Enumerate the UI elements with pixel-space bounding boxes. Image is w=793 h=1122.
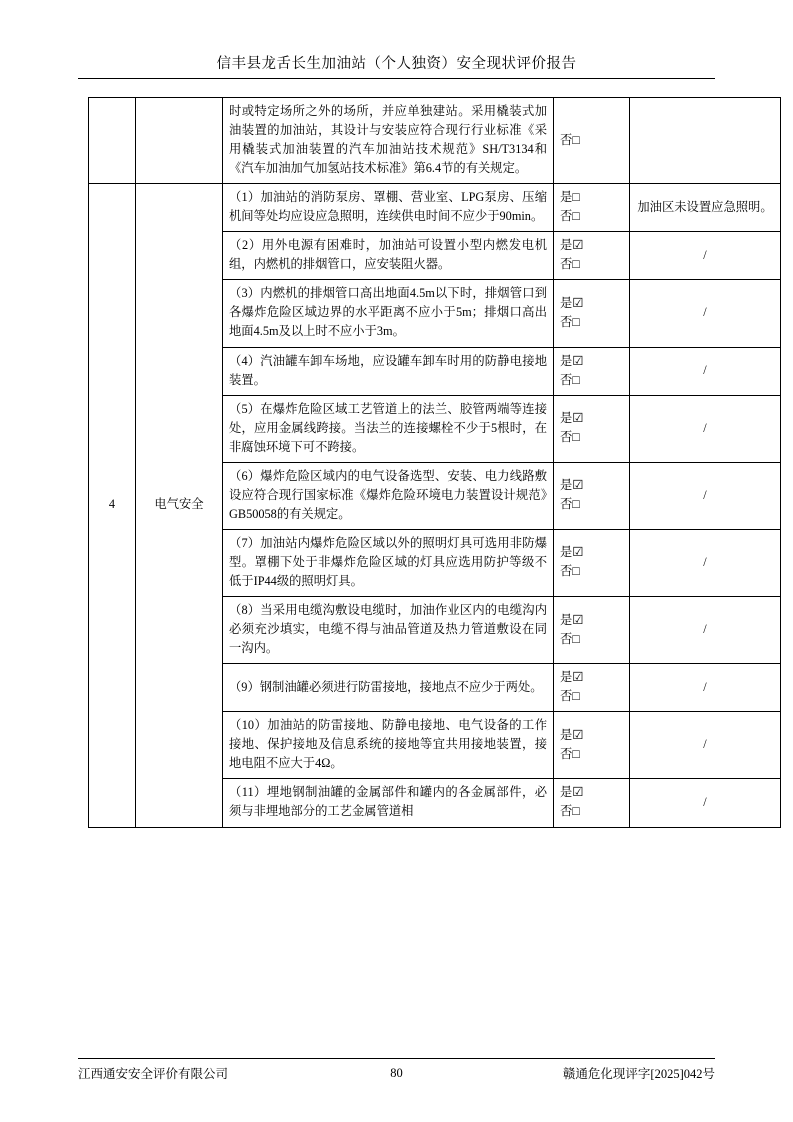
row-category (136, 98, 223, 184)
row-check-options[interactable] (554, 779, 630, 827)
row-remark: / (630, 712, 781, 779)
row-remark: / (630, 395, 781, 462)
row-remark: / (630, 597, 781, 664)
row-remark (630, 98, 781, 184)
checklist-table-body (89, 98, 781, 828)
row-item-text: （1）加油站的消防泵房、罩棚、营业室、LPG泵房、压缩机间等处均应设应急照明，连续供电时间不应少于90min。 (223, 184, 554, 232)
row-item-text: （7）加油站内爆炸危险区域以外的照明灯具可选用非防爆型。罩棚下处于非爆炸危险区域的灯具应选用防护等级不低于IP44级的照明灯具。 (223, 529, 554, 596)
row-remark: / (630, 664, 781, 712)
row-item-text: （9）钢制油罐必须进行防雷接地，接地点不应少于两处。 (223, 664, 554, 712)
check-option-no[interactable]: 否□ (560, 132, 580, 147)
check-option-no[interactable]: 否□ (560, 497, 580, 512)
check-option-no[interactable]: 否□ (560, 631, 580, 646)
check-option-no[interactable]: 否□ (560, 209, 580, 224)
check-option-no[interactable]: 否□ (560, 804, 580, 819)
row-item-text: 时或特定场所之外的场所，并应单独建站。采用橇装式加油装置的加油站，其设计与安装应符合现行行业标准《采用橇装式加油装置的汽车加油站技术规范》SH/T3134和《汽车加油加气加氢站技术标准》第6.4节的有关规定。 (223, 98, 554, 184)
check-option-yes[interactable]: 是☑ (560, 727, 584, 742)
row-item-text: （11）埋地钢制油罐的金属部件和罐内的各金属部件，必须与非埋地部分的工艺金属管道相 (223, 779, 554, 827)
header-divider (78, 78, 715, 79)
checklist-table (88, 97, 781, 828)
row-check-options[interactable] (554, 232, 630, 280)
row-item-text: （8）当采用电缆沟敷设电缆时，加油作业区内的电缆沟内必须充沙填实，电缆不得与油品管道及热力管道敷设在同一沟内。 (223, 597, 554, 664)
row-check-options[interactable] (554, 395, 630, 462)
check-option-yes[interactable]: 是☑ (560, 670, 584, 685)
check-option-no[interactable]: 否□ (560, 689, 580, 704)
row-check-options[interactable] (554, 347, 630, 395)
check-option-yes[interactable]: 是☑ (560, 545, 584, 560)
row-check-options[interactable] (554, 664, 630, 712)
row-number: 4 (89, 184, 136, 827)
check-option-no[interactable]: 否□ (560, 564, 580, 579)
row-category: 电气安全 (136, 184, 223, 827)
row-remark: / (630, 779, 781, 827)
row-remark: / (630, 280, 781, 347)
row-item-text: （5）在爆炸危险区域工艺管道上的法兰、胶管两端等连接处，应用金属线跨接。当法兰的连接螺栓不少于5根时，在非腐蚀环境下可不跨接。 (223, 395, 554, 462)
check-option-yes[interactable]: 是☑ (560, 612, 584, 627)
check-option-no[interactable]: 否□ (560, 314, 580, 329)
row-remark: / (630, 232, 781, 280)
footer-company-name: 江西通安安全评价有限公司 (78, 1067, 229, 1081)
page-footer (78, 1058, 715, 1082)
check-option-no[interactable]: 否□ (560, 746, 580, 761)
row-remark: / (630, 529, 781, 596)
row-item-text: （6）爆炸危险区域内的电气设备选型、安装、电力线路敷设应符合现行国家标准《爆炸危险环境电力装置设计规范》GB50058的有关规定。 (223, 462, 554, 529)
row-remark: / (630, 462, 781, 529)
check-option-yes[interactable]: 是☑ (560, 238, 584, 253)
check-option-no[interactable]: 否□ (560, 430, 580, 445)
check-option-no[interactable]: 否□ (560, 372, 580, 387)
row-item-text: （2）用外电源有困难时，加油站可设置小型内燃发电机组，内燃机的排烟管口，应安装阻火器。 (223, 232, 554, 280)
row-check-options[interactable] (554, 529, 630, 596)
table-row (89, 184, 781, 232)
row-item-text: （4）汽油罐车卸车场地，应设罐车卸车时用的防静电接地装置。 (223, 347, 554, 395)
row-item-text: （10）加油站的防雷接地、防静电接地、电气设备的工作接地、保护接地及信息系统的接地等宜共用接地装置，接地电阻不应大于4Ω。 (223, 712, 554, 779)
check-option-yes[interactable]: 是□ (560, 190, 580, 205)
footer-document-number: 赣通危化现评字[2025]042号 (562, 1067, 715, 1081)
row-check-options[interactable] (554, 597, 630, 664)
table-row (89, 98, 781, 184)
row-check-options[interactable] (554, 184, 630, 232)
check-option-yes[interactable]: 是☑ (560, 411, 584, 426)
page-header-title: 信丰县龙舌长生加油站（个人独资）安全现状评价报告 (216, 56, 577, 72)
row-check-options[interactable] (554, 462, 630, 529)
check-option-yes[interactable]: 是☑ (560, 353, 584, 368)
check-option-yes[interactable]: 是☑ (560, 785, 584, 800)
row-remark: 加油区未设置应急照明。 (630, 184, 781, 232)
row-check-options[interactable] (554, 98, 630, 184)
row-check-options[interactable] (554, 712, 630, 779)
row-number (89, 98, 136, 184)
row-remark: / (630, 347, 781, 395)
check-option-yes[interactable]: 是☑ (560, 478, 584, 493)
check-option-no[interactable]: 否□ (560, 257, 580, 272)
row-item-text: （3）内燃机的排烟管口高出地面4.5m以下时，排烟管口到各爆炸危险区域边界的水平距离不应小于5m；排烟口高出地面4.5m及以上时不应小于3m。 (223, 280, 554, 347)
page-number: 80 (390, 1065, 403, 1080)
row-check-options[interactable] (554, 280, 630, 347)
check-option-yes[interactable]: 是☑ (560, 295, 584, 310)
